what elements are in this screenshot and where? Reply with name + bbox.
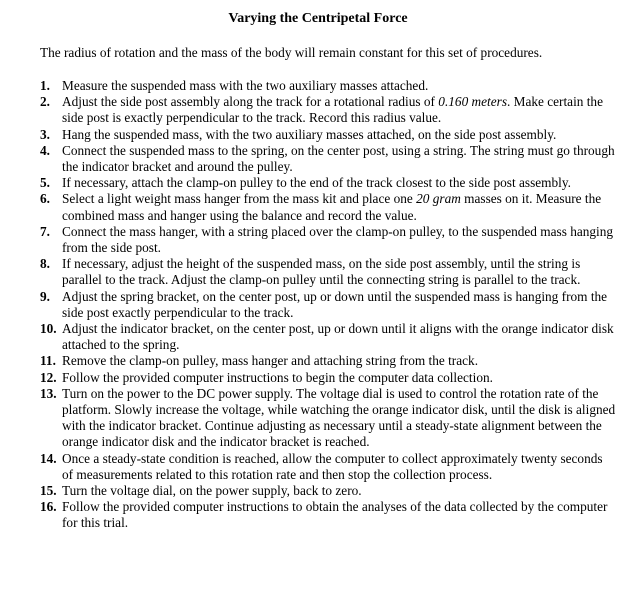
step-text: Adjust the indicator bracket, on the center post, up or down until it aligns with the orange indicator disk attached to the spring.	[62, 321, 614, 353]
procedure-step	[40, 256, 616, 288]
step-text: Adjust the side post assembly along the track for a rotational radius of	[62, 94, 439, 110]
procedure-step	[40, 224, 616, 256]
step-emphasis: 20 gram	[416, 191, 461, 207]
document-title: Varying the Centripetal Force	[228, 11, 408, 26]
step-number: 6.	[40, 191, 50, 207]
procedure-step	[40, 143, 616, 175]
procedure-step	[40, 94, 616, 126]
step-number: 10.	[40, 321, 57, 337]
step-text: Follow the provided computer instructions to begin the computer data collection.	[62, 369, 493, 385]
step-text: Once a steady-state condition is reached, allow the computer to collect approximately twenty seconds of measurements related to this rotation rate and then stop the collection process.	[62, 450, 603, 482]
step-number: 2.	[40, 94, 50, 110]
step-text: Follow the provided computer instructions to obtain the analyses of the data collected by the computer for this trial.	[62, 499, 608, 531]
procedure-step	[40, 289, 616, 321]
step-number: 5.	[40, 175, 50, 191]
procedure-step	[40, 78, 616, 94]
step-number: 1.	[40, 78, 50, 93]
step-number: 9.	[40, 288, 50, 304]
step-number: 13.	[40, 385, 57, 401]
step-number: 15.	[40, 483, 57, 499]
step-number: 7.	[40, 223, 50, 239]
step-number: 12.	[40, 369, 57, 385]
procedure-step	[40, 451, 616, 483]
procedure-step	[40, 499, 616, 531]
intro-paragraph: The radius of rotation and the mass of the body will remain constant for this set of procedures.	[40, 45, 543, 60]
procedure-step	[40, 370, 616, 386]
step-text: Adjust the spring bracket, on the center post, up or down until the suspended mass is hanging from the side post exactly perpendicular to the track.	[62, 288, 608, 320]
step-text: Connect the mass hanger, with a string placed over the clamp-on pulley, to the suspended mass hanging from the side post.	[62, 223, 614, 256]
procedure-step	[40, 127, 616, 143]
step-text: Remove the clamp-on pulley, mass hanger and attaching string from the track.	[62, 353, 479, 369]
step-emphasis: 0.160 meters	[438, 94, 507, 110]
procedure-step	[40, 321, 616, 353]
step-text: Turn on the power to the DC power supply. The voltage dial is used to control the rotation rate of the platform. Slowly increase the voltage, while watching the orange indicator disk, until the disk is aligned with the indicator bracket. Continue adjusting as necessary until a steady-state alignment between the orange indicator disk and the indicator bracket is reached.	[62, 385, 616, 450]
step-text: masses on it. Measure the combined mass and hanger using the balance and record the value.	[62, 191, 602, 223]
step-number: 4.	[40, 142, 50, 158]
step-number: 3.	[40, 126, 50, 142]
step-number: 11.	[40, 353, 56, 369]
step-number: 14.	[40, 450, 57, 466]
step-number: 16.	[40, 499, 57, 515]
step-text: Select a light weight mass hanger from the mass kit and place one	[62, 191, 417, 207]
procedure-step	[40, 386, 616, 451]
step-text: If necessary, adjust the height of the suspended mass, on the side post assembly, until the string is parallel to the track. Adjust the clamp-on pulley until the connecting string is parallel to the track.	[62, 256, 581, 288]
step-text: . Make certain the side post is exactly perpendicular to the track. Record this radius value.	[62, 94, 603, 126]
step-number: 8.	[40, 256, 50, 272]
step-text: Measure the suspended mass with the two auxiliary masses attached.	[62, 78, 429, 93]
procedure-step	[40, 353, 616, 369]
procedure-step	[40, 191, 616, 223]
step-text: Turn the voltage dial, on the power supply, back to zero.	[62, 483, 362, 499]
step-text: If necessary, attach the clamp-on pulley to the end of the track closest to the side post assembly.	[62, 175, 571, 191]
procedure-step	[40, 175, 616, 191]
procedure-list	[40, 78, 616, 532]
step-text: Connect the suspended mass to the spring, on the center post, using a string. The string must go through the indicator bracket and around the pulley.	[62, 142, 615, 175]
procedure-step	[40, 483, 616, 499]
step-text: Hang the suspended mass, with the two auxiliary masses attached, on the side post assembly.	[62, 126, 557, 142]
